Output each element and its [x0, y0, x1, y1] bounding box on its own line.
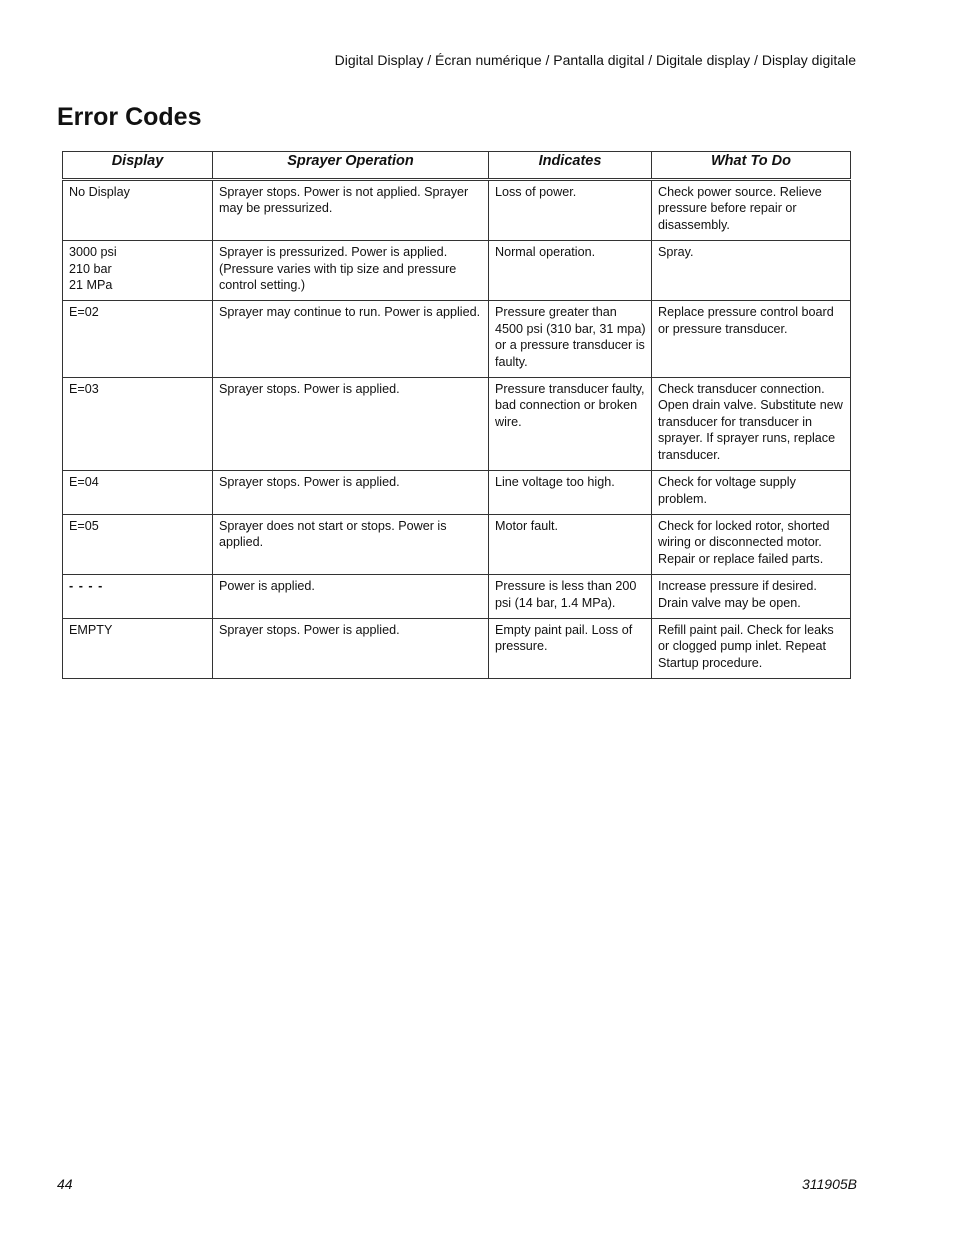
operation-cell: Sprayer does not start or stops. Power is applied. [213, 514, 489, 574]
todo-cell: Refill paint pail. Check for leaks or clogged pump inlet. Repeat Startup procedure. [652, 618, 851, 678]
column-header-display: Display [63, 152, 213, 180]
page-title: Error Codes [57, 103, 202, 131]
display-value: No Display [69, 185, 130, 199]
table-row [63, 471, 851, 515]
table-row [63, 575, 851, 619]
indicates-cell: Line voltage too high. [489, 471, 652, 515]
todo-cell: Increase pressure if desired. Drain valve may be open. [652, 575, 851, 619]
indicates-cell: Pressure greater than 4500 psi (310 bar, 31 mpa) or a pressure transducer is faulty. [489, 301, 652, 378]
display-cell [63, 301, 213, 378]
display-cell [63, 241, 213, 301]
operation-cell: Sprayer may continue to run. Power is applied. [213, 301, 489, 378]
todo-cell: Spray. [652, 241, 851, 301]
display-value: 21 MPa [69, 278, 113, 293]
indicates-cell: Empty paint pail. Loss of pressure. [489, 618, 652, 678]
todo-cell: Check for voltage supply problem. [652, 471, 851, 515]
running-header: Digital Display / Écran numérique / Pantalla digital / Digitale display / Display digitale [334, 52, 856, 68]
table-header-row [63, 152, 851, 180]
display-value: E=05 [69, 518, 99, 533]
indicates-cell: Normal operation. [489, 241, 652, 301]
operation-cell: Sprayer is pressurized. Power is applied. (Pressure varies with tip size and pressure control setting.) [213, 241, 489, 301]
display-value: EMPTY [69, 622, 113, 637]
operation-cell: Sprayer stops. Power is applied. [213, 618, 489, 678]
display-cell [63, 471, 213, 515]
display-value: - - - - [69, 579, 104, 594]
column-header-what-to-do: What To Do [652, 152, 851, 180]
operation-cell: Sprayer stops. Power is not applied. Sprayer may be pressurized. [213, 180, 489, 241]
todo-cell: Check transducer connection. Open drain valve. Substitute new transducer for transducer in sprayer. If sprayer runs, replace transducer. [652, 378, 851, 471]
table-row [63, 618, 851, 678]
indicates-cell: Pressure is less than 200 psi (14 bar, 1.4 MPa). [489, 575, 652, 619]
operation-cell: Power is applied. [213, 575, 489, 619]
display-cell [63, 180, 213, 241]
display-value: 3000 psi [69, 245, 117, 260]
table-row [63, 241, 851, 301]
display-value: E=04 [69, 475, 99, 490]
table-row [63, 514, 851, 574]
page-number: 44 [57, 1176, 73, 1192]
display-value: E=02 [69, 305, 99, 320]
table-row [63, 301, 851, 378]
table-row [63, 378, 851, 471]
operation-cell: Sprayer stops. Power is applied. [213, 378, 489, 471]
display-value: E=03 [69, 382, 99, 397]
display-cell [63, 514, 213, 574]
todo-cell: Check for locked rotor, shorted wiring or disconnected motor. Repair or replace failed parts. [652, 514, 851, 574]
table-row [63, 180, 851, 241]
display-cell [63, 575, 213, 619]
display-cell [63, 618, 213, 678]
display-value: 210 bar [69, 261, 112, 276]
column-header-indicates: Indicates [489, 152, 652, 180]
document-number: 311905B [801, 1176, 857, 1192]
indicates-cell: Motor fault. [489, 514, 652, 574]
column-header-sprayer-operation: Sprayer Operation [213, 152, 489, 180]
operation-cell: Sprayer stops. Power is applied. [213, 471, 489, 515]
indicates-cell: Pressure transducer faulty, bad connection or broken wire. [489, 378, 652, 471]
display-cell [63, 378, 213, 471]
error-codes-table [62, 151, 851, 679]
indicates-cell: Loss of power. [489, 180, 652, 241]
todo-cell: Check power source. Relieve pressure before repair or disassembly. [652, 180, 851, 241]
todo-cell: Replace pressure control board or pressure transducer. [652, 301, 851, 378]
